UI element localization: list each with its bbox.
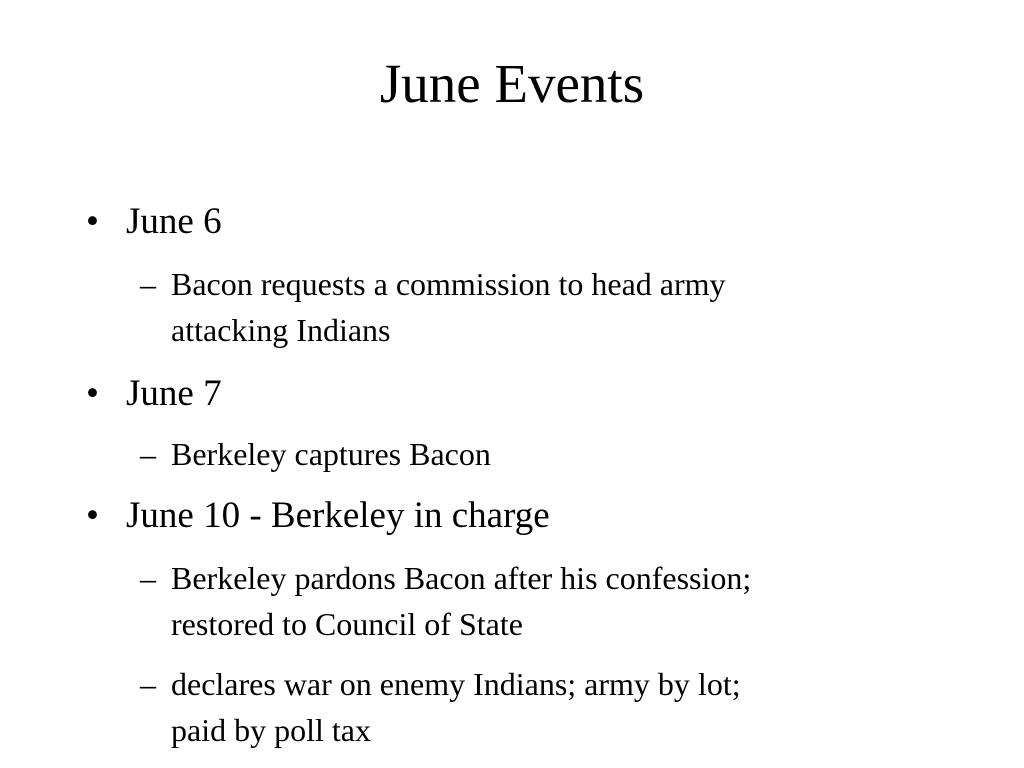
dash-marker: – bbox=[140, 560, 156, 596]
dash-marker: – bbox=[140, 666, 156, 702]
sub-bullet-line: restored to Council of State bbox=[171, 606, 523, 642]
bullet-marker: • bbox=[86, 495, 99, 536]
bullet-label: June 6 bbox=[126, 201, 222, 242]
sub-bullet-line: attacking Indians bbox=[171, 312, 391, 348]
dash-marker: – bbox=[140, 436, 156, 472]
bullet-marker: • bbox=[86, 201, 99, 242]
sub-bullet-line: Berkeley pardons Bacon after his confession; bbox=[171, 560, 752, 596]
sub-bullet-line: Berkeley captures Bacon bbox=[171, 436, 491, 472]
sub-bullet-line: Bacon requests a commission to head army bbox=[171, 266, 726, 302]
bullet-label: June 10 - Berkeley in charge bbox=[126, 495, 550, 536]
sub-bullet-line: declares war on enemy Indians; army by lot; bbox=[171, 666, 741, 702]
dash-marker: – bbox=[140, 266, 156, 302]
bullet-marker: • bbox=[86, 373, 99, 414]
bullet-label: June 7 bbox=[126, 373, 222, 414]
slide-title: June Events bbox=[379, 53, 645, 114]
sub-bullet-line: paid by poll tax bbox=[171, 712, 371, 748]
